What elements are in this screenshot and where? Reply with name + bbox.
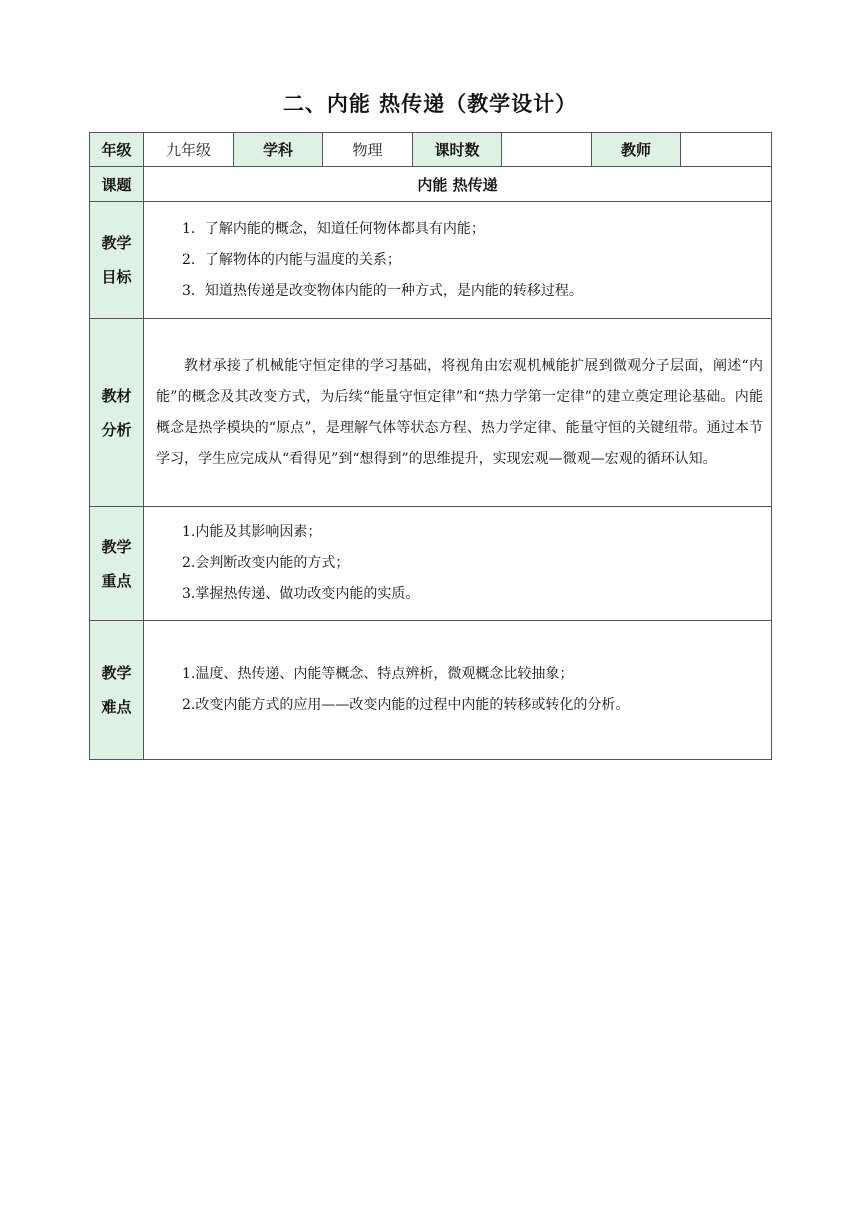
hours-label: 课时数 (413, 133, 502, 167)
goals-label-line2: 目标 (101, 268, 132, 286)
goal-item: 3．知道热传递是改变物体内能的一种方式，是内能的转移过程。 (182, 282, 583, 299)
analysis-label-line2: 分析 (101, 420, 132, 439)
key-points-content (144, 507, 772, 621)
grade-label: 年级 (90, 133, 144, 167)
goals-content (144, 202, 772, 319)
goals-row (90, 202, 772, 319)
key-point-item: 1.内能及其影响因素； (182, 524, 322, 540)
analysis-label-line1: 教材 (101, 386, 132, 405)
analysis-text: 教材承接了机械能守恒定律的学习基础，将视角由宏观机械能扩展到微观分子层面，阐述“内能”的概念及其改变方式，为后续“能量守恒定律”和“热力学第一定律”的建立奠定理论基础。内能概念是热学模块的“原点”，是理解气体等状态方程、热力学定律、能量守恒的关键纽带。通过本节学习，学生应完成从“看得见”到“想得到”的思维提升，实现宏观—微观—宏观的循环认知。 (144, 319, 772, 507)
difficulties-label-line1: 教学 (101, 664, 132, 682)
topic-value: 内能 热传递 (144, 167, 772, 202)
subject-value: 物理 (323, 133, 413, 167)
grade-value: 九年级 (144, 133, 234, 167)
hours-value (502, 133, 592, 167)
key-point-item: 2.会判断改变内能的方式； (182, 555, 350, 571)
difficulties-row (90, 621, 772, 760)
teacher-label: 教师 (592, 133, 681, 167)
key-point-item: 3.掌握热传递、做功改变内能的实质。 (182, 586, 420, 602)
analysis-label (90, 319, 144, 507)
document-title: 二、内能 热传递（教学设计） (282, 92, 578, 116)
difficulties-label-line2: 难点 (101, 698, 132, 716)
difficulties-label (90, 621, 144, 760)
lesson-plan-table (89, 132, 772, 760)
teacher-value (681, 133, 772, 167)
subject-label: 学科 (234, 133, 323, 167)
analysis-row (90, 319, 772, 507)
key-points-label-line1: 教学 (101, 537, 132, 556)
difficulty-item: 2.改变内能方式的应用——改变内能的过程中内能的转移或转化的分析。 (182, 697, 630, 713)
key-points-row (90, 507, 772, 621)
topic-label: 课题 (90, 167, 144, 202)
key-points-label-line2: 重点 (101, 571, 132, 590)
difficulties-content (144, 621, 772, 760)
info-row (90, 133, 772, 167)
goals-label-line1: 教学 (101, 234, 132, 252)
goal-item: 2．了解物体的内能与温度的关系； (182, 251, 401, 268)
goals-label (90, 202, 144, 319)
goal-item: 1．了解内能的概念，知道任何物体都具有内能； (182, 220, 485, 237)
key-points-label (90, 507, 144, 621)
difficulty-item: 1.温度、热传递、内能等概念、特点辨析，微观概念比较抽象； (182, 666, 574, 682)
topic-row (90, 167, 772, 202)
